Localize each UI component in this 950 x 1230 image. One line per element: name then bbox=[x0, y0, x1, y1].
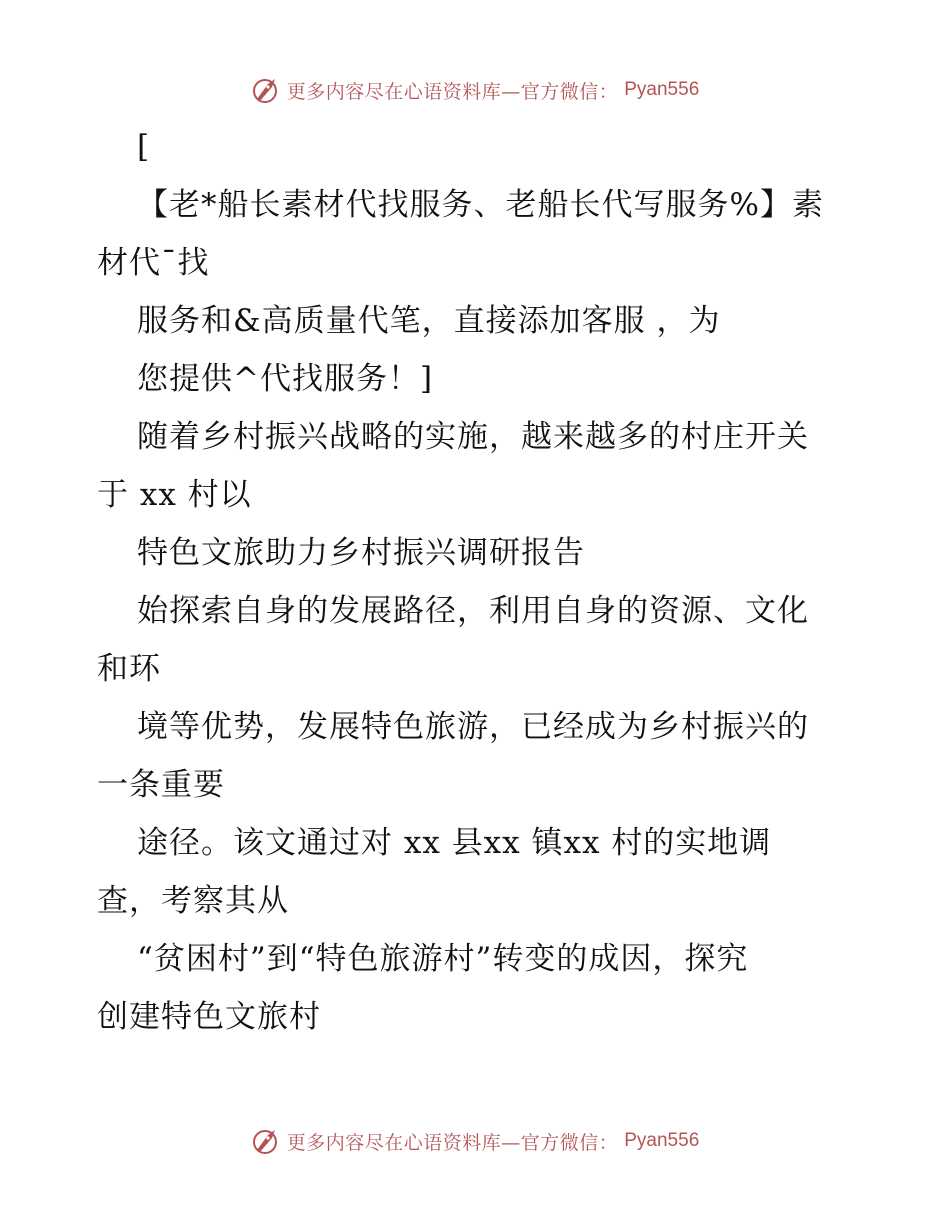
text-line: 和环 bbox=[97, 651, 161, 687]
text-line: 【老*船长素材代找服务、老船长代写服务%】素 bbox=[137, 187, 824, 223]
text-line: “贫困村”到“特色旅游村”转变的成因，探究 bbox=[137, 941, 749, 977]
text-line: 特色文旅助力乡村振兴调研报告 bbox=[137, 535, 585, 571]
document-body bbox=[97, 118, 857, 1046]
watermark-text: 更多内容尽在心语资料库—官方微信： bbox=[286, 80, 619, 103]
pen-nib-logo-icon bbox=[251, 75, 281, 105]
text-line: 途径。该文通过对 xx 县xx 镇xx 村的实地调 bbox=[137, 825, 772, 861]
text-line: 随着乡村振兴战略的实施，越来越多的村庄开关 bbox=[137, 419, 809, 455]
page-footer-watermark bbox=[0, 1121, 950, 1161]
pen-nib-logo-icon bbox=[251, 1126, 281, 1156]
text-line: 于 xx 村以 bbox=[97, 477, 252, 513]
text-line: 创建特色文旅村 bbox=[97, 999, 321, 1035]
text-line: 境等优势，发展特色旅游，已经成为乡村振兴的 bbox=[137, 709, 809, 745]
text-line: [ bbox=[137, 129, 151, 165]
text-line: 一条重要 bbox=[97, 767, 225, 803]
watermark-text: 更多内容尽在心语资料库—官方微信： bbox=[286, 1131, 619, 1154]
page-header-watermark bbox=[0, 70, 950, 110]
text-line: 您提供^代找服务！] bbox=[137, 361, 434, 397]
text-line: 始探索自身的发展路径，利用自身的资源、文化 bbox=[137, 593, 809, 629]
text-line: 查，考察其从 bbox=[97, 883, 289, 919]
watermark-wechat-id: Pyan556 bbox=[624, 79, 700, 100]
text-line: 服务和&高质量代笔，直接添加客服 ，为 bbox=[137, 303, 721, 339]
watermark-wechat-id: Pyan556 bbox=[624, 1130, 700, 1151]
text-line: 材代¯找 bbox=[97, 245, 210, 281]
